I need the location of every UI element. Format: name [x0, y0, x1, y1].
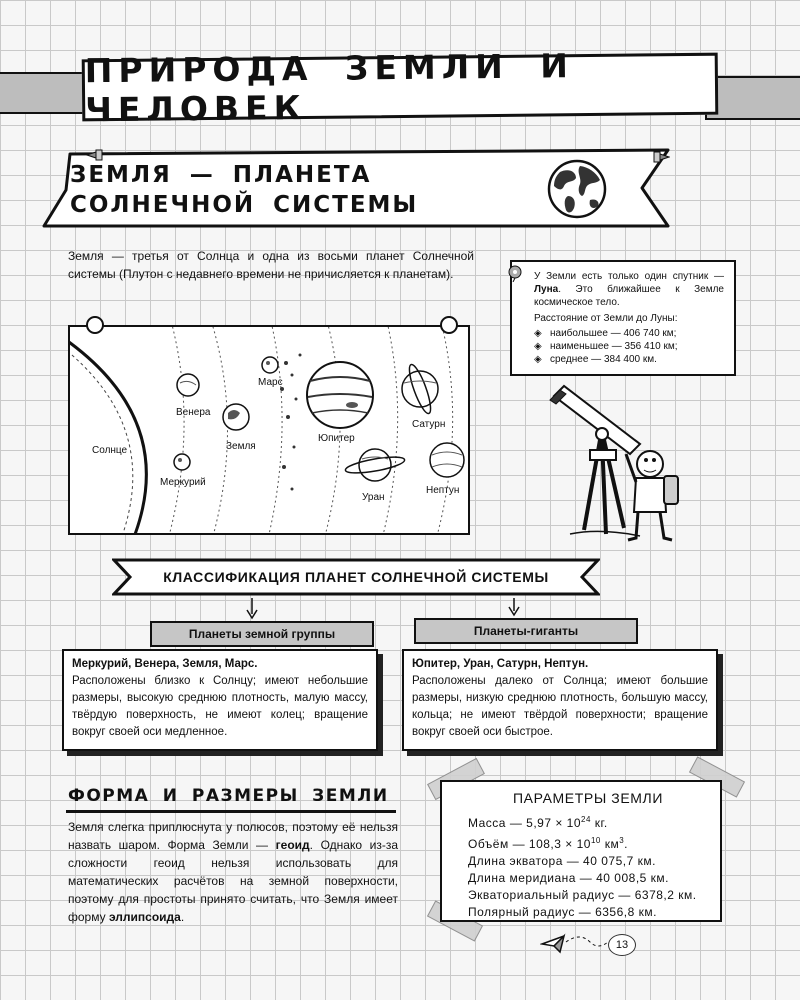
terrestrial-heading: Меркурий, Венера, Земля, Марс.	[72, 658, 258, 670]
classification-title: КЛАССИФИКАЦИЯ ПЛАНЕТ СОЛНЕЧНОЙ СИСТЕМЫ	[163, 569, 549, 585]
mass-value: Масса — 5,97 × 10	[468, 816, 582, 830]
volume-end: .	[624, 837, 628, 851]
param-equator: Длина экватора — 40 075,7 км.	[468, 854, 656, 868]
shape-text-part-2: . Однако из-за сложности геоид нельзя использовать для математических расчётов на земной поверхности, поэтому для простоты принято считать, что Земля имеет форму	[68, 838, 399, 924]
param-mass	[468, 811, 720, 832]
intro-paragraph: Земля — третья от Солнца и одна из восьми планет Солнечной системы (Плутон с недавнего времени не причисляется к планетам).	[68, 249, 474, 281]
top-banner	[82, 46, 719, 130]
section-title-line-1: ЗЕМЛЯ — ПЛАНЕТА	[70, 162, 372, 188]
moon-fact	[534, 270, 724, 309]
moon-info-box	[510, 260, 736, 376]
moon-name: Луна	[534, 284, 559, 295]
section-title	[70, 160, 418, 220]
pushpin-icon	[86, 148, 104, 162]
solar-system-diagram	[68, 325, 470, 535]
label-uranus: Уран	[362, 492, 385, 503]
scroll-handle-left-icon	[86, 316, 104, 334]
pushpin-icon	[652, 150, 670, 164]
shape-section-title: ФОРМА И РАЗМЕРЫ ЗЕМЛИ	[68, 786, 389, 806]
volume-unit: км	[600, 837, 620, 851]
volume-exponent: 10	[590, 836, 601, 845]
shape-paragraph	[68, 818, 398, 926]
moon-distance-title: Расстояние от Земли до Луны:	[534, 313, 678, 324]
section-title-line-2: СОЛНЕЧНОЙ СИСТЕМЫ	[70, 192, 419, 218]
giants-description: Расположены далеко от Солнца; имеют большие размеры, низкую среднюю плотность, большую массу, кольца; не имеют твёрдой поверхности; вращение вокруг своей оси быстрое.	[412, 675, 708, 738]
label-neptune: Нептун	[426, 485, 460, 496]
list-item: ◈ среднее — 384 400 км.	[534, 353, 724, 366]
label-mercury: Меркурий	[160, 477, 206, 488]
terrestrial-planets-tab: Планеты земной группы	[150, 621, 374, 647]
list-item: ◈ наибольшее — 406 740 км;	[534, 327, 724, 340]
label-earth: Земля	[226, 441, 256, 452]
label-jupiter: Юпитер	[318, 433, 355, 444]
telescope-boy-illustration	[540, 378, 700, 553]
param-volume	[468, 832, 720, 853]
terrestrial-description: Расположены близко к Солнцу; имеют небольшие размеры, высокую среднюю плотность, малую массу, твёрдую поверхность, не имеют колец; вращение вокруг своей оси медленное.	[72, 675, 368, 738]
moon-fact-post: . Это ближайшее к Земле космическое тело.	[534, 284, 724, 308]
label-mars: Марс	[258, 377, 283, 388]
parameters-title: ПАРАМЕТРЫ ЗЕМЛИ	[512, 790, 664, 806]
paper-plane-icon	[540, 932, 612, 963]
shape-text-part-1: Земля слегка приплюснута у полюсов, поэтому её нельзя назвать шаром. Форма Земли —	[68, 820, 398, 852]
shape-text-part-3: .	[180, 910, 185, 924]
term-ellipsoid: эллипсоида	[108, 910, 181, 924]
giant-planets-box	[402, 649, 718, 751]
param-meridian: Длина меридиана — 40 008,5 км.	[468, 871, 669, 885]
param-polar-radius: Полярный радиус — 6356,8 км.	[468, 905, 657, 919]
mass-unit: кг.	[590, 816, 608, 830]
param-equatorial-radius: Экваториальный радиус — 6378,2 км.	[468, 888, 697, 902]
pin-icon	[506, 264, 524, 287]
page-title: ПРИРОДА ЗЕМЛИ И ЧЕЛОВЕК	[84, 46, 575, 130]
volume-unit-exponent: 3	[619, 836, 625, 845]
list-item: ◈ наименьшее — 356 410 км;	[534, 340, 724, 353]
mass-exponent: 24	[581, 815, 591, 824]
label-venus: Венера	[176, 407, 211, 418]
globe-icon	[546, 158, 608, 225]
earth-parameters-box	[440, 780, 722, 922]
terrestrial-planets-box	[62, 649, 378, 751]
volume-value: Объём — 108,3 × 10	[468, 837, 591, 851]
giant-planets-tab: Планеты-гиганты	[414, 618, 638, 644]
top-banner-ribbon-right	[705, 76, 800, 120]
title-underline	[66, 810, 396, 813]
scroll-handle-right-icon	[440, 316, 458, 334]
label-saturn: Сатурн	[412, 419, 446, 430]
moon-fact-pre: У Земли есть только один спутник —	[534, 271, 724, 282]
page-number: 13	[608, 934, 636, 956]
giants-heading: Юпитер, Уран, Сатурн, Нептун.	[412, 658, 589, 670]
moon-distance-list	[534, 327, 724, 366]
term-geoid: геоид	[275, 838, 310, 852]
label-sun: Солнце	[92, 445, 128, 456]
